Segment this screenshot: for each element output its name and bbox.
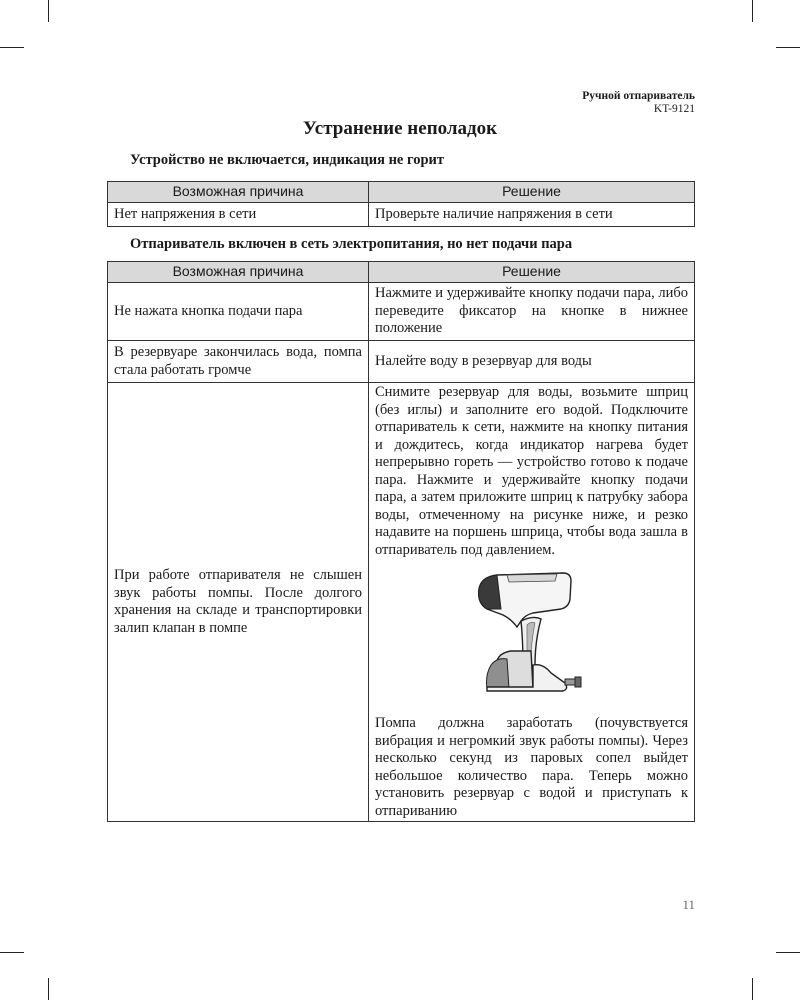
- solution-text-part1: Снимите резервуар для воды, возьмите шприц (без иглы) и заполните его водой. Подключите отпариватель к сети, нажмите на кнопку питания и дождитесь, когда индикатор нагрева будет непрерывно гореть — устройство готово к подаче пара. Нажмите и удерживайте кнопку подачи пара, а затем приложите шприц к патрубку забора воды, отмеченному на рисунке ниже, и резко надавите на поршень шприца, чтобы вода зашла в отпариватель под давлением.: [375, 384, 688, 558]
- cause-cell: Не нажата кнопка подачи пара: [108, 283, 369, 341]
- steamer-face-plate: [478, 575, 500, 609]
- crop-mark: [776, 47, 800, 48]
- solution-cell: Проверьте наличие напряжения в сети: [369, 203, 695, 227]
- crop-mark: [48, 0, 49, 22]
- page-number: 11: [682, 897, 695, 912]
- steamer-top-button: [507, 574, 557, 582]
- table-header-row: [108, 182, 695, 203]
- column-header-solution: Решение: [369, 262, 695, 283]
- solution-text-part2: Помпа должна заработать (почувствуется вибрация и негромкий звук работы помпы). Через несколько секунд из паровых сопел выйдет небольшое количество пара. Теперь можно установить резервуар с водой и приступать к отпариванию: [375, 715, 688, 819]
- solution-cell: Налейте воду в резервуар для воды: [369, 341, 695, 383]
- solution-cell: Нажмите и удерживайте кнопку подачи пара, либо переведите фиксатор на кнопке в нижнее положение: [369, 283, 695, 341]
- water-intake-nozzle: [565, 679, 575, 685]
- cause-cell: При работе отпаривателя не слышен звук работы помпы. После долгого хранения на складе и транспортировки залип клапан в помпе: [108, 383, 369, 822]
- water-tank: [486, 659, 509, 689]
- table-header-row: [108, 262, 695, 283]
- troubleshooting-table-2: [107, 261, 695, 822]
- section-title-no-steam: Отпариватель включен в сеть электропитания, но нет подачи пара: [130, 236, 573, 252]
- crop-mark: [752, 978, 753, 1000]
- model-number: KT-9121: [653, 103, 695, 115]
- product-title: Ручной отпариватель: [582, 90, 695, 102]
- crop-mark: [48, 978, 49, 1000]
- steamer-illustration: [467, 569, 597, 707]
- crop-mark: [0, 47, 24, 48]
- running-header: [582, 90, 695, 116]
- table-row: [108, 283, 695, 341]
- water-intake-tip: [575, 677, 581, 687]
- cause-cell: В резервуаре закончилась вода, помпа стала работать громче: [108, 341, 369, 383]
- crop-mark: [752, 0, 753, 22]
- troubleshooting-table-1: [107, 181, 695, 227]
- column-header-solution: Решение: [369, 182, 695, 203]
- column-header-cause: Возможная причина: [108, 262, 369, 283]
- crop-mark: [0, 952, 24, 953]
- solution-cell: [369, 383, 695, 822]
- section-title-no-power: Устройство не включается, индикация не горит: [130, 152, 444, 168]
- column-header-cause: Возможная причина: [108, 182, 369, 203]
- page-title: Устранение неполадок: [302, 118, 498, 139]
- table-row: [108, 383, 695, 822]
- table-row: [108, 203, 695, 227]
- cause-cell: Нет напряжения в сети: [108, 203, 369, 227]
- crop-mark: [776, 952, 800, 953]
- table-row: [108, 341, 695, 383]
